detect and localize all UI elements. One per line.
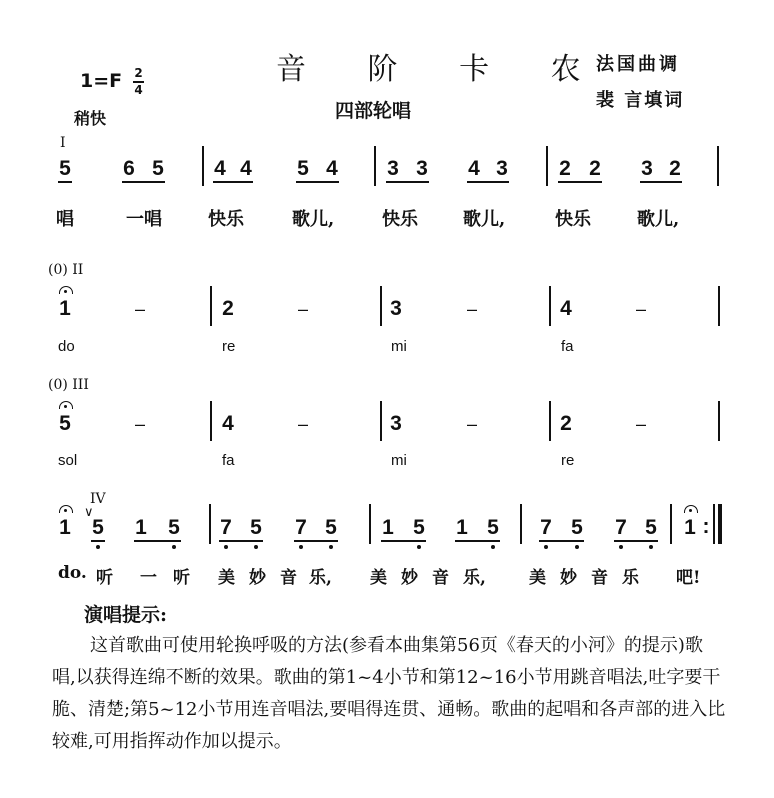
note: 3	[641, 157, 653, 180]
lyric-syllable: do	[58, 338, 75, 355]
key-signature: 1=F	[80, 70, 123, 92]
lyric-word: do.	[58, 563, 87, 583]
lyric-syllable: re	[222, 338, 236, 355]
fermata-icon	[59, 401, 73, 409]
octave-dot	[619, 545, 623, 549]
note: 2	[222, 297, 234, 320]
note: 5	[645, 516, 657, 539]
note: 2	[589, 157, 601, 180]
lyricist-credit: 裴 言填词	[596, 90, 685, 111]
eighth-beam	[539, 540, 584, 542]
note: 4	[560, 297, 572, 320]
voice-label-3: (0) III	[48, 377, 89, 393]
note: 5	[571, 516, 583, 539]
note: 1	[382, 516, 394, 539]
final-bar-thin	[713, 504, 715, 544]
note: 5	[168, 516, 180, 539]
lyric-word: 一	[140, 568, 157, 588]
lyric-syllable: re	[561, 452, 575, 469]
eighth-beam	[219, 540, 263, 542]
eighth-beam	[294, 540, 338, 542]
lyric-word: 快乐	[382, 209, 418, 230]
lyric-syllable: sol	[58, 452, 78, 469]
lyric-syllable: fa	[561, 338, 574, 355]
lyric-word: 乐,	[309, 568, 332, 588]
bar-line	[546, 146, 548, 186]
octave-dot	[224, 545, 228, 549]
note: 3	[390, 297, 402, 320]
fermata-icon	[59, 505, 73, 513]
repeat-sign: :	[702, 515, 710, 538]
note: 1	[59, 516, 71, 539]
performance-tips-body: 这首歌曲可使用轮换呼吸的方法(参看本曲集第56页《春天的小河》的提示)歌唱,以获得连绵不断的效果。歌曲的第1~4小节和第12~16小节用跳音唱法,吐字要干脆、清楚;第5~12小节用连音唱法,要唱得连贯、通畅。歌曲的起唱和各声部的进入比较难,可用指挥动作加以提示。	[52, 635, 726, 752]
eighth-beam	[58, 181, 72, 183]
voice-label-4: IV	[90, 491, 106, 507]
bar-line	[374, 146, 376, 186]
sustain-dash: –	[636, 414, 647, 434]
note: 2	[669, 157, 681, 180]
lyric-syllable: fa	[222, 452, 235, 469]
lyric-word: 音	[432, 568, 449, 588]
eighth-beam	[122, 181, 165, 183]
sustain-dash: –	[467, 414, 478, 434]
lyric-word: 听	[96, 568, 113, 588]
bar-line	[380, 401, 382, 441]
eighth-beam	[134, 540, 181, 542]
bar-line	[718, 286, 720, 326]
bar-line	[520, 504, 522, 544]
note: 1	[135, 516, 147, 539]
note: 4	[222, 412, 234, 435]
tempo-marking: 稍快	[74, 109, 107, 128]
note: 4	[214, 157, 226, 180]
sustain-dash: –	[298, 414, 309, 434]
lyric-word: 音	[280, 568, 297, 588]
note: 5	[413, 516, 425, 539]
time-signature-top: 2	[134, 66, 143, 80]
note: 5	[487, 516, 499, 539]
bar-line	[718, 401, 720, 441]
voice-label-2: (0) II	[48, 262, 84, 278]
octave-dot	[649, 545, 653, 549]
note: 5	[59, 157, 71, 180]
eighth-beam	[381, 540, 426, 542]
sustain-dash: –	[298, 299, 309, 319]
eighth-beam	[558, 181, 602, 183]
note: 5	[297, 157, 309, 180]
eighth-beam	[91, 540, 105, 542]
bar-line	[210, 286, 212, 326]
note: 5	[325, 516, 337, 539]
lyric-word: 妙	[560, 568, 577, 588]
lyric-word: 快乐	[208, 209, 244, 230]
octave-dot	[329, 545, 333, 549]
lyric-word: 听	[173, 568, 190, 588]
eighth-beam	[213, 181, 253, 183]
octave-dot	[172, 545, 176, 549]
note: 5	[152, 157, 164, 180]
final-bar-thick	[718, 504, 722, 544]
sustain-dash: –	[135, 414, 146, 434]
note: 3	[390, 412, 402, 435]
eighth-beam	[296, 181, 339, 183]
octave-dot	[575, 545, 579, 549]
note: 6	[123, 157, 135, 180]
lyric-word: 音	[591, 568, 608, 588]
bar-line	[670, 504, 672, 544]
lyric-word: 妙	[401, 568, 418, 588]
note: 7	[615, 516, 627, 539]
bar-line	[380, 286, 382, 326]
voice-label-1: I	[60, 135, 66, 151]
note: 1	[456, 516, 468, 539]
eighth-beam	[386, 181, 429, 183]
note: 7	[295, 516, 307, 539]
note: 3	[496, 157, 508, 180]
lyric-syllable: mi	[391, 338, 407, 355]
fermata-icon	[684, 505, 698, 513]
note: 4	[468, 157, 480, 180]
song-title: 音 阶 卡 农	[276, 52, 607, 87]
lyric-word: 吧!	[676, 568, 701, 588]
octave-dot	[544, 545, 548, 549]
bar-line	[210, 401, 212, 441]
bar-line	[549, 401, 551, 441]
sustain-dash: –	[636, 299, 647, 319]
lyric-word: 乐,	[463, 568, 486, 588]
lyric-word: 歌儿,	[292, 209, 335, 230]
note: 3	[416, 157, 428, 180]
lyric-word: 唱	[56, 209, 74, 230]
lyric-word: 歌儿,	[637, 209, 680, 230]
note: 1	[59, 297, 71, 320]
note: 4	[240, 157, 252, 180]
performance-tips-heading: 演唱提示:	[84, 604, 168, 626]
lyric-word: 快乐	[555, 209, 591, 230]
lyric-word: 美	[529, 568, 546, 588]
lyric-word: 歌儿,	[463, 209, 506, 230]
note: 2	[560, 412, 572, 435]
bar-line	[549, 286, 551, 326]
song-subtitle: 四部轮唱	[335, 100, 412, 122]
time-signature	[133, 67, 144, 97]
note: 7	[220, 516, 232, 539]
eighth-beam	[614, 540, 658, 542]
lyric-syllable: mi	[391, 452, 407, 469]
lyric-word: 妙	[249, 568, 266, 588]
lyric-word: 美	[370, 568, 387, 588]
note: 5	[250, 516, 262, 539]
fermata-icon	[59, 286, 73, 294]
bar-line	[717, 146, 719, 186]
time-signature-bottom: 4	[134, 82, 143, 97]
bar-line	[209, 504, 211, 544]
octave-dot	[96, 545, 100, 549]
octave-dot	[491, 545, 495, 549]
lyric-word: 乐	[622, 568, 639, 588]
bar-line	[369, 504, 371, 544]
note: 3	[387, 157, 399, 180]
note: 1	[684, 516, 696, 539]
note: 2	[559, 157, 571, 180]
octave-dot	[254, 545, 258, 549]
bar-line	[202, 146, 204, 186]
sustain-dash: –	[135, 299, 146, 319]
eighth-beam	[640, 181, 682, 183]
composer-credit: 法国曲调	[596, 54, 680, 75]
lyric-word: 一唱	[126, 209, 162, 230]
sustain-dash: –	[467, 299, 478, 319]
breath-mark-icon: ∨	[84, 504, 94, 519]
eighth-beam	[455, 540, 500, 542]
eighth-beam	[467, 181, 509, 183]
octave-dot	[299, 545, 303, 549]
note: 4	[326, 157, 338, 180]
lyric-word: 美	[218, 568, 235, 588]
note: 5	[59, 412, 71, 435]
note: 5	[92, 516, 104, 539]
note: 7	[540, 516, 552, 539]
octave-dot	[417, 545, 421, 549]
